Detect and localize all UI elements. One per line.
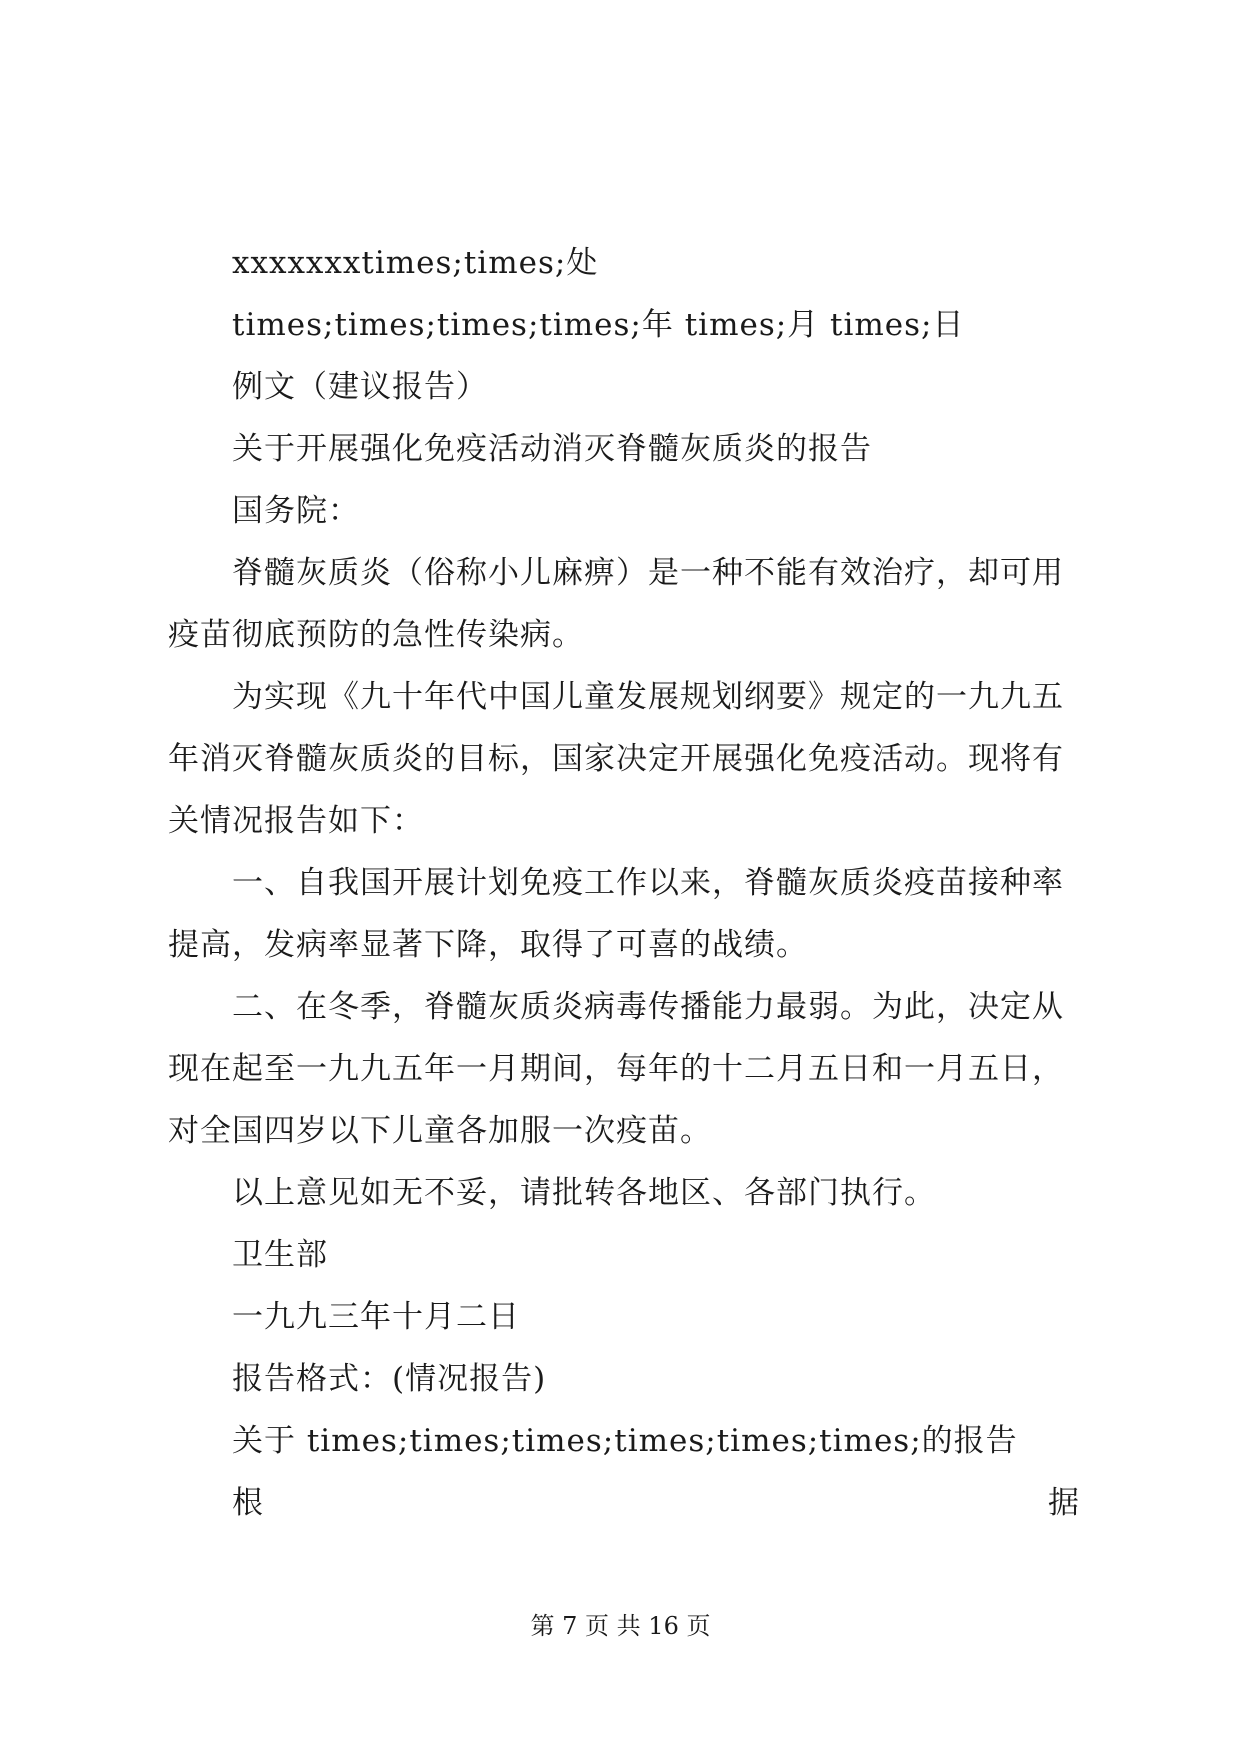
text-line: 一、自我国开展计划免疫工作以来，脊髓灰质炎疫苗接种率 — [232, 865, 1064, 901]
split-text-line — [168, 1472, 1084, 1534]
text-line: times;times;times;times;年 times;月 times;日 — [232, 307, 965, 343]
text-line: 疫苗彻底预防的急性传染病。 — [168, 617, 584, 653]
report-title: 关于开展强化免疫活动消灭脊髓灰质炎的报告 — [232, 431, 872, 467]
signature-org: 卫生部 — [232, 1237, 328, 1273]
text-line: 报告格式：(情况报告) — [232, 1361, 547, 1397]
addressee: 国务院： — [232, 493, 360, 529]
document-body — [168, 232, 1084, 1534]
text-line: 关情况报告如下： — [168, 803, 424, 839]
page-footer — [0, 1610, 1241, 1642]
signature-date: 一九九三年十月二日 — [232, 1299, 520, 1335]
text-line: 脊髓灰质炎（俗称小儿麻痹）是一种不能有效治疗，却可用 — [232, 555, 1064, 591]
text-line: 提高，发病率显著下降，取得了可喜的战绩。 — [168, 927, 808, 963]
text-line: 对全国四岁以下儿童各加服一次疫苗。 — [168, 1113, 712, 1149]
text-line: 关于 times;times;times;times;times;times;的报告 — [232, 1423, 1018, 1459]
text-line: xxxxxxxtimes;times;处 — [232, 245, 599, 281]
text-line: 现在起至一九九五年一月期间，每年的十二月五日和一月五日， — [168, 1051, 1064, 1087]
text-line: 年消灭脊髓灰质炎的目标，国家决定开展强化免疫活动。现将有 — [168, 741, 1064, 777]
page-number-label: 第 7 页 共 16 页 — [530, 1612, 711, 1640]
text-line: 以上意见如无不妥，请批转各地区、各部门执行。 — [232, 1175, 936, 1211]
split-text-left: 根 — [232, 1485, 264, 1521]
split-text-right: 据 — [1048, 1485, 1080, 1521]
text-line: 为实现《九十年代中国儿童发展规划纲要》规定的一九九五 — [232, 679, 1064, 715]
text-line: 例文（建议报告） — [232, 369, 488, 405]
text-line: 二、在冬季，脊髓灰质炎病毒传播能力最弱。为此，决定从 — [232, 989, 1064, 1025]
